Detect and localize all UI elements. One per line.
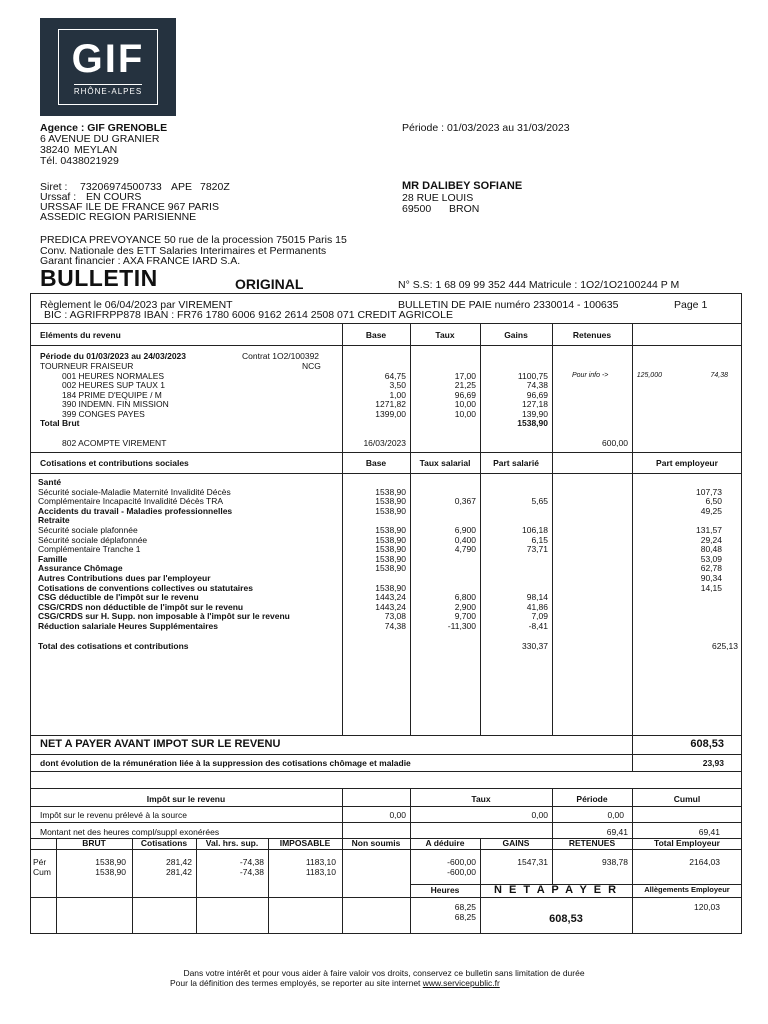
divider — [30, 897, 742, 898]
mission-period: Période du 01/03/2023 au 24/03/2023 — [40, 351, 187, 361]
total-cot-label: Total des cotisations et contributions — [38, 641, 189, 651]
bulletin-title: BULLETIN — [40, 265, 158, 291]
cot-header-label: Cotisations et contributions sociales — [40, 458, 189, 468]
cotisation-base: 1538,90 — [375, 534, 406, 545]
employee-city: BRON — [449, 203, 480, 215]
impot-label: Impôt sur le revenu prélevé à la source — [40, 810, 187, 820]
earning-label: 002 HEURES SUP TAUX 1 — [62, 380, 165, 391]
cotisation-part-emp: 53,09 — [700, 553, 722, 564]
impot-periode: 0,00 — [607, 810, 624, 820]
col-header-taux: Taux — [435, 330, 455, 340]
divider — [30, 754, 742, 755]
cotisation-label: Santé — [38, 477, 62, 487]
summary-imposable: 1183,10 — [305, 867, 336, 877]
cotisation-label: Sécurité sociale-Maladie Maternité Invalidité Décès — [38, 486, 231, 497]
evolution-value: 23,93 — [702, 758, 724, 768]
cotisation-label: Accidents du travail - Maladies professionnelles — [38, 505, 233, 516]
sum-header-retenues: RETENUES — [568, 838, 616, 848]
footer-line-1: Dans votre intérêt et pour vous aider à faire valoir vos droits, conservez ce bulletin sans limitation de durée — [183, 968, 585, 978]
reglement-line: Règlement le 06/04/2023 par VIREMENT — [40, 299, 233, 311]
divider — [30, 345, 742, 346]
earning-gains: 74,38 — [526, 380, 548, 391]
cotisation-part-emp: 49,25 — [700, 505, 722, 516]
cotisation-base: 74,38 — [384, 621, 406, 631]
net-a-payer-label: N E T A P A Y E R — [493, 884, 619, 896]
footer-text: Pour la définition des termes employés, se reporter au site internet — [170, 978, 421, 988]
earning-base: 64,75 — [384, 371, 406, 381]
heures-1: 68,25 — [454, 902, 476, 912]
servicepublic-link[interactable]: www.servicepublic.fr — [422, 978, 500, 988]
cotisation-label: Sécurité sociale déplafonnée — [38, 534, 148, 545]
net-a-payer-value: 608,53 — [549, 913, 583, 925]
divider — [30, 473, 742, 474]
mission-contrat: Contrat 1O2/100392 — [242, 351, 320, 361]
cotisation-part-sal: 5,65 — [531, 496, 548, 507]
earning-gains: 139,90 — [522, 408, 548, 419]
earning-info-label: Pour info -> — [572, 372, 609, 379]
cotisation-taux: 9,700 — [454, 611, 476, 622]
cotisation-label: Complémentaire Tranche 1 — [38, 544, 141, 555]
summary-total-emp: 2164,03 — [689, 857, 720, 867]
earning-base: 1271,82 — [375, 399, 406, 410]
impot-base: 0,00 — [389, 810, 406, 820]
earning-taux: 17,00 — [454, 371, 476, 381]
mission-ncg: NCG — [302, 361, 321, 371]
agency-phone: Tél. 0438021929 — [40, 155, 119, 167]
ape-value: 7820Z — [200, 181, 230, 193]
summary-retenues: 938,78 — [602, 857, 628, 867]
cotisation-taux: 6,900 — [454, 525, 476, 535]
cotisation-label: CSG/CRDS sur H. Supp. non imposable à l'impôt sur le revenu — [38, 611, 290, 622]
logo-main-text: GIF — [71, 37, 145, 81]
summary-row-label: Pér — [33, 857, 47, 867]
cotisation-taux: 2,900 — [454, 601, 476, 612]
earning-info-value-1: 125,000 — [636, 372, 662, 379]
cotisation-base: 1538,90 — [375, 544, 406, 555]
agency-postcode: 38240 — [40, 144, 70, 156]
summary-gains: 1547,31 — [517, 857, 548, 867]
cotisation-label: Réduction salariale Heures Supplémentaires — [38, 621, 218, 631]
impot-header-taux: Taux — [471, 794, 491, 804]
agency-address: 6 AVENUE DU GRANIER — [40, 133, 160, 145]
col-header-gains: Gains — [504, 330, 528, 340]
cotisation-label: CSG déductible de l'impôt sur le revenu — [38, 592, 199, 603]
cotisation-part-emp: 131,57 — [696, 525, 722, 535]
cotisation-label: Famille — [38, 553, 68, 564]
cotisation-part-sal: 98,14 — [526, 592, 548, 603]
cotisation-base: 1538,90 — [375, 553, 406, 564]
earning-label: 001 HEURES NORMALES — [62, 371, 165, 381]
cotisation-label: Cotisations de conventions collectives ou statutaires — [38, 582, 253, 593]
earning-base: 3,50 — [389, 380, 406, 391]
cotisation-base: 1538,90 — [375, 563, 406, 574]
cotisation-base: 1443,24 — [375, 592, 406, 603]
agency-title: Agence : GIF GRENOBLE — [40, 122, 168, 134]
earning-base: 1399,00 — [375, 408, 406, 419]
total-cot-emp: 625,13 — [712, 641, 738, 651]
cotisation-part-sal: 73,71 — [526, 544, 548, 555]
cotisation-label: Retraite — [38, 515, 70, 526]
page-number: Page 1 — [674, 299, 708, 311]
cotisation-base: 73,08 — [384, 611, 406, 622]
earning-taux: 21,25 — [454, 380, 476, 391]
sum-header-total-emp: Total Employeur — [654, 838, 720, 848]
cot-header-part-emp: Part employeur — [656, 458, 718, 468]
total-brut-value: 1538,90 — [517, 418, 548, 428]
montant-net-cumul: 69,41 — [698, 827, 720, 837]
summary-brut: 1538,90 — [95, 857, 126, 867]
earning-label: 399 CONGES PAYES — [62, 408, 145, 419]
evolution-label: dont évolution de la rémunération liée à la suppression des cotisations chômage et maladie — [40, 758, 411, 768]
divider — [30, 323, 742, 324]
garant-line: Garant financier : AXA FRANCE IARD S.A. — [40, 255, 241, 267]
summary-cotisations: 281,42 — [166, 867, 192, 877]
cotisation-part-sal: -8,41 — [528, 621, 548, 631]
original-label: ORIGINAL — [235, 276, 304, 292]
heures-2: 68,25 — [454, 912, 476, 922]
impot-header-cumul: Cumul — [673, 794, 701, 804]
cotisation-base: 1538,90 — [375, 486, 406, 497]
summary-imposable: 1183,10 — [305, 857, 336, 867]
earning-gains: 96,69 — [526, 389, 548, 400]
assedic-line: ASSEDIC REGION PARISIENNE — [40, 211, 197, 223]
earning-taux: 10,00 — [454, 399, 476, 410]
cotisation-part-sal: 7,09 — [531, 611, 548, 622]
summary-a-deduire: -600,00 — [447, 867, 476, 877]
cotisation-taux: -11,300 — [447, 621, 476, 631]
sum-header-brut: BRUT — [82, 838, 106, 848]
gif-logo — [40, 18, 176, 116]
heures-label: Heures — [430, 885, 460, 895]
cotisation-label: Autres Contributions dues par l'employeur — [38, 573, 211, 583]
allegements-label: Allègements Employeur — [644, 885, 730, 894]
allegements-value: 120,03 — [694, 902, 720, 912]
bic-iban: BIC : AGRIFRPP878 IBAN : FR76 1780 6006 9162 2614 2508 071 CREDIT AGRICOLE — [44, 309, 453, 321]
net-avant-value: 608,53 — [690, 738, 724, 750]
cotisation-label: Complémentaire Incapacité Invalidité Décès TRA — [38, 496, 224, 507]
siret-label: Siret : — [40, 181, 68, 193]
sum-header-imposable: IMPOSABLE — [279, 838, 331, 848]
sum-header-val-hrs: Val. hrs. sup. — [205, 838, 259, 848]
earning-taux: 96,69 — [454, 389, 476, 400]
convention-line: Conv. Nationale des ETT Salaries Interimaires et Permanents — [40, 245, 327, 257]
employee-postcode: 69500 — [402, 203, 432, 215]
col-header-base: Base — [365, 330, 387, 340]
sum-header-gains: GAINS — [502, 838, 530, 848]
divider — [30, 771, 742, 772]
cotisation-taux: 0,367 — [454, 496, 476, 507]
cotisation-part-sal: 106,18 — [522, 525, 548, 535]
cot-header-part-sal: Part salarié — [493, 458, 539, 468]
mission-job: TOURNEUR FRAISEUR — [40, 361, 134, 371]
acompte-date: 16/03/2023 — [363, 438, 406, 448]
divider — [30, 849, 742, 850]
acompte-label: 802 ACOMPTE VIREMENT — [62, 438, 167, 448]
cotisation-taux: 6,800 — [454, 592, 476, 603]
cotisation-label: Assurance Chômage — [38, 563, 123, 574]
cotisation-part-emp: 80,48 — [700, 544, 722, 555]
total-brut-label: Total Brut — [40, 418, 80, 428]
summary-a-deduire: -600,00 — [447, 857, 476, 867]
cotisation-part-emp: 6,50 — [705, 496, 722, 507]
montant-net-label: Montant net des heures compl/suppl exonérées — [40, 827, 220, 837]
cotisation-part-emp: 62,78 — [700, 563, 722, 574]
cotisation-part-emp: 29,24 — [700, 534, 722, 545]
earning-info-value-2: 74,38 — [710, 372, 728, 379]
total-cot-sal: 330,37 — [522, 641, 548, 651]
col-line — [56, 838, 57, 934]
employee-name: MR DALIBEY SOFIANE — [402, 180, 523, 192]
col-line — [552, 323, 553, 735]
cotisation-label: Sécurité sociale plafonnée — [38, 525, 138, 535]
col-header-elements: Eléments du revenu — [40, 330, 121, 340]
earning-label: 184 PRIME D'EQUIPE / M — [62, 389, 162, 400]
logo-frame — [58, 29, 158, 105]
earning-label: 390 INDEMN. FIN MISSION — [62, 399, 169, 410]
period-text: Période : 01/03/2023 au 31/03/2023 — [402, 122, 570, 134]
logo-sub-text: RHÔNE-ALPES — [74, 84, 142, 96]
divider — [30, 788, 742, 789]
urssaf-label: Urssaf : — [40, 191, 77, 203]
earning-gains: 1100,75 — [517, 371, 548, 381]
cotisation-base: 1538,90 — [375, 582, 406, 593]
cotisation-part-emp: 107,73 — [696, 486, 722, 497]
cotisation-taux: 0,400 — [454, 534, 476, 545]
cotisation-part-emp: 90,34 — [700, 573, 722, 583]
impot-taux: 0,00 — [531, 810, 548, 820]
urssaf-line: URSSAF ILE DE FRANCE 967 PARIS — [40, 201, 219, 213]
sum-header-a-deduire: A déduire — [425, 838, 465, 848]
divider — [30, 452, 742, 453]
acompte-retenue: 600,00 — [602, 438, 628, 448]
cotisation-base: 1443,24 — [375, 601, 406, 612]
cotisation-part-emp: 14,15 — [700, 582, 722, 593]
montant-net-periode: 69,41 — [606, 827, 628, 837]
ss-matricule: N° S.S: 1 68 09 99 352 444 Matricule : 1O2/1O2100244 P M — [398, 279, 680, 291]
cotisation-taux: 4,790 — [454, 544, 476, 555]
divider — [30, 822, 742, 823]
ape-label: APE — [171, 181, 193, 193]
earning-gains: 127,18 — [522, 399, 548, 410]
cotisation-base: 1538,90 — [375, 505, 406, 516]
cot-header-taux: Taux salarial — [419, 458, 471, 468]
cotisation-part-sal: 41,86 — [526, 601, 548, 612]
cotisation-part-sal: 6,15 — [531, 534, 548, 545]
earning-base: 1,00 — [389, 389, 406, 400]
col-line — [268, 838, 269, 934]
divider — [30, 735, 742, 736]
divider — [30, 806, 742, 807]
cotisation-base: 1538,90 — [375, 525, 406, 535]
col-line — [196, 838, 197, 934]
impot-header-label: Impôt sur le revenu — [146, 794, 226, 804]
col-line — [342, 838, 343, 934]
summary-brut: 1538,90 — [95, 867, 126, 877]
cot-header-base: Base — [365, 458, 387, 468]
footer-line-2 — [170, 978, 500, 988]
cotisation-label: CSG/CRDS non déductible de l'impôt sur le revenu — [38, 601, 244, 612]
urssaf-value: EN COURS — [86, 191, 142, 203]
sum-header-cotisations: Cotisations — [140, 838, 188, 848]
summary-cotisations: 281,42 — [166, 857, 192, 867]
impot-header-periode: Période — [576, 794, 608, 804]
sum-header-non-soumis: Non soumis — [351, 838, 401, 848]
predica-line: PREDICA PREVOYANCE 50 rue de la procession 75015 Paris 15 — [40, 234, 347, 246]
col-line — [132, 838, 133, 934]
summary-val-hrs: -74,38 — [239, 857, 264, 867]
bulletin-numero: BULLETIN DE PAIE numéro 2330014 - 100635 — [398, 299, 619, 311]
employee-address: 28 RUE LOUIS — [402, 192, 474, 204]
siret-value: 73206974500733 — [80, 181, 162, 193]
earning-taux: 10,00 — [454, 408, 476, 419]
summary-val-hrs: -74,38 — [239, 867, 264, 877]
agency-city: MEYLAN — [74, 144, 118, 156]
summary-row-label: Cum — [33, 867, 51, 877]
cotisation-base: 1538,90 — [375, 496, 406, 507]
net-avant-label: NET A PAYER AVANT IMPOT SUR LE REVENU — [40, 738, 281, 750]
col-header-retenues: Retenues — [572, 330, 612, 340]
